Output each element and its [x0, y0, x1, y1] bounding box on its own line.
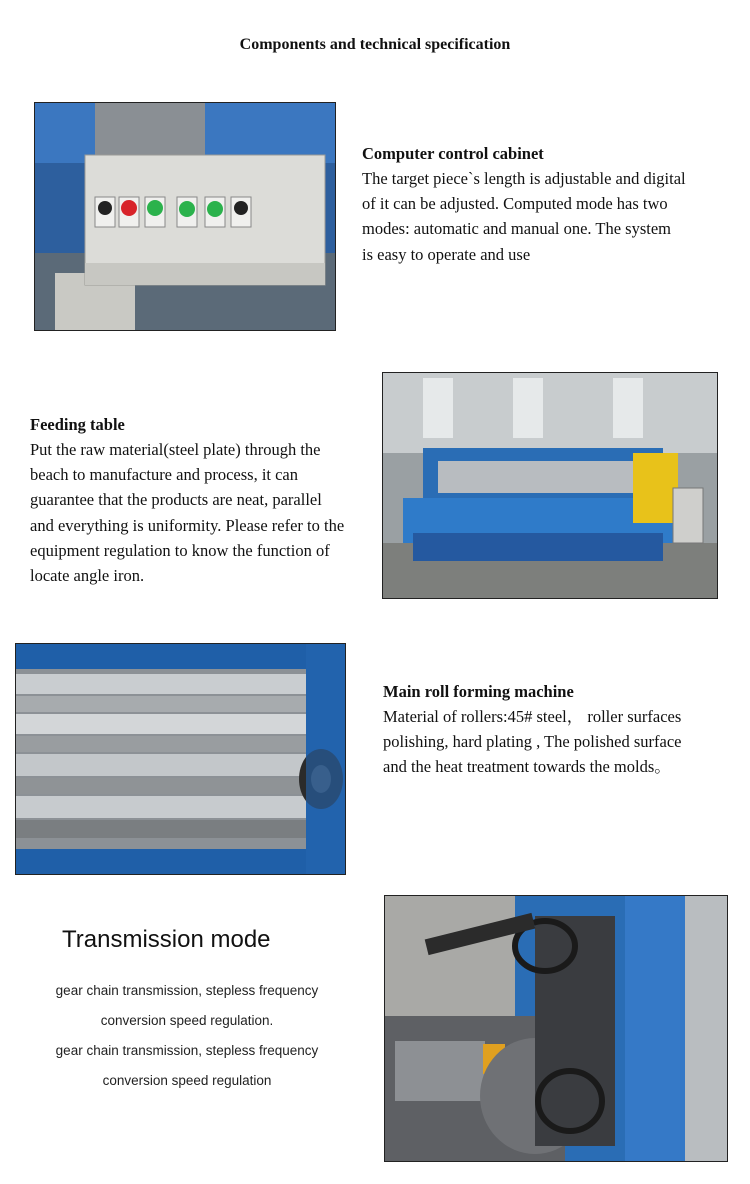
section-title-control-cabinet: Computer control cabinet	[362, 144, 544, 163]
feeding-table-photo	[382, 372, 718, 599]
body-line: gear chain transmission, stepless frequency	[55, 983, 319, 998]
body-line: and everything is uniformity. Please refer to the	[30, 515, 345, 535]
section-title-feeding-table: Feeding table	[30, 415, 125, 434]
section-body-feeding-table	[30, 437, 380, 588]
section-title-roll-forming: Main roll forming machine	[383, 682, 574, 701]
body-line: beach to manufacture and process, it can	[30, 465, 299, 485]
body-line: conversion speed regulation	[102, 1073, 272, 1088]
body-line: modes: automatic and manual one. The system	[362, 219, 671, 239]
body-line: equipment regulation to know the function of	[30, 540, 330, 560]
body-line: Put the raw material(steel plate) through the	[30, 440, 321, 459]
transmission-photo	[384, 895, 728, 1162]
body-line: polishing, hard plating , The polished surface	[383, 732, 682, 752]
body-line: conversion speed regulation.	[100, 1013, 274, 1028]
section-body-roll-forming	[383, 704, 743, 780]
rollers	[16, 674, 306, 838]
section-title-transmission: Transmission mode	[62, 926, 271, 953]
roll-forming-photo	[15, 643, 346, 875]
control-cabinet-photo	[34, 102, 336, 331]
body-line: locate angle iron.	[30, 566, 145, 586]
body-line: guarantee that the products are neat, parallel	[30, 490, 322, 510]
section-body-transmission	[22, 983, 352, 1103]
body-line: is easy to operate and use	[362, 244, 531, 264]
body-line: Material of rollers:45# steel， roller surfaces	[383, 707, 682, 726]
body-line: of it can be adjusted. Computed mode has two	[362, 194, 668, 214]
body-line: gear chain transmission, stepless frequency	[55, 1043, 319, 1058]
body-line: The target piece`s length is adjustable and digital	[362, 169, 686, 188]
section-body-control-cabinet	[362, 166, 732, 267]
body-line: and the heat treatment towards the molds。	[383, 757, 671, 777]
page-title: Components and technical specification	[239, 36, 511, 53]
